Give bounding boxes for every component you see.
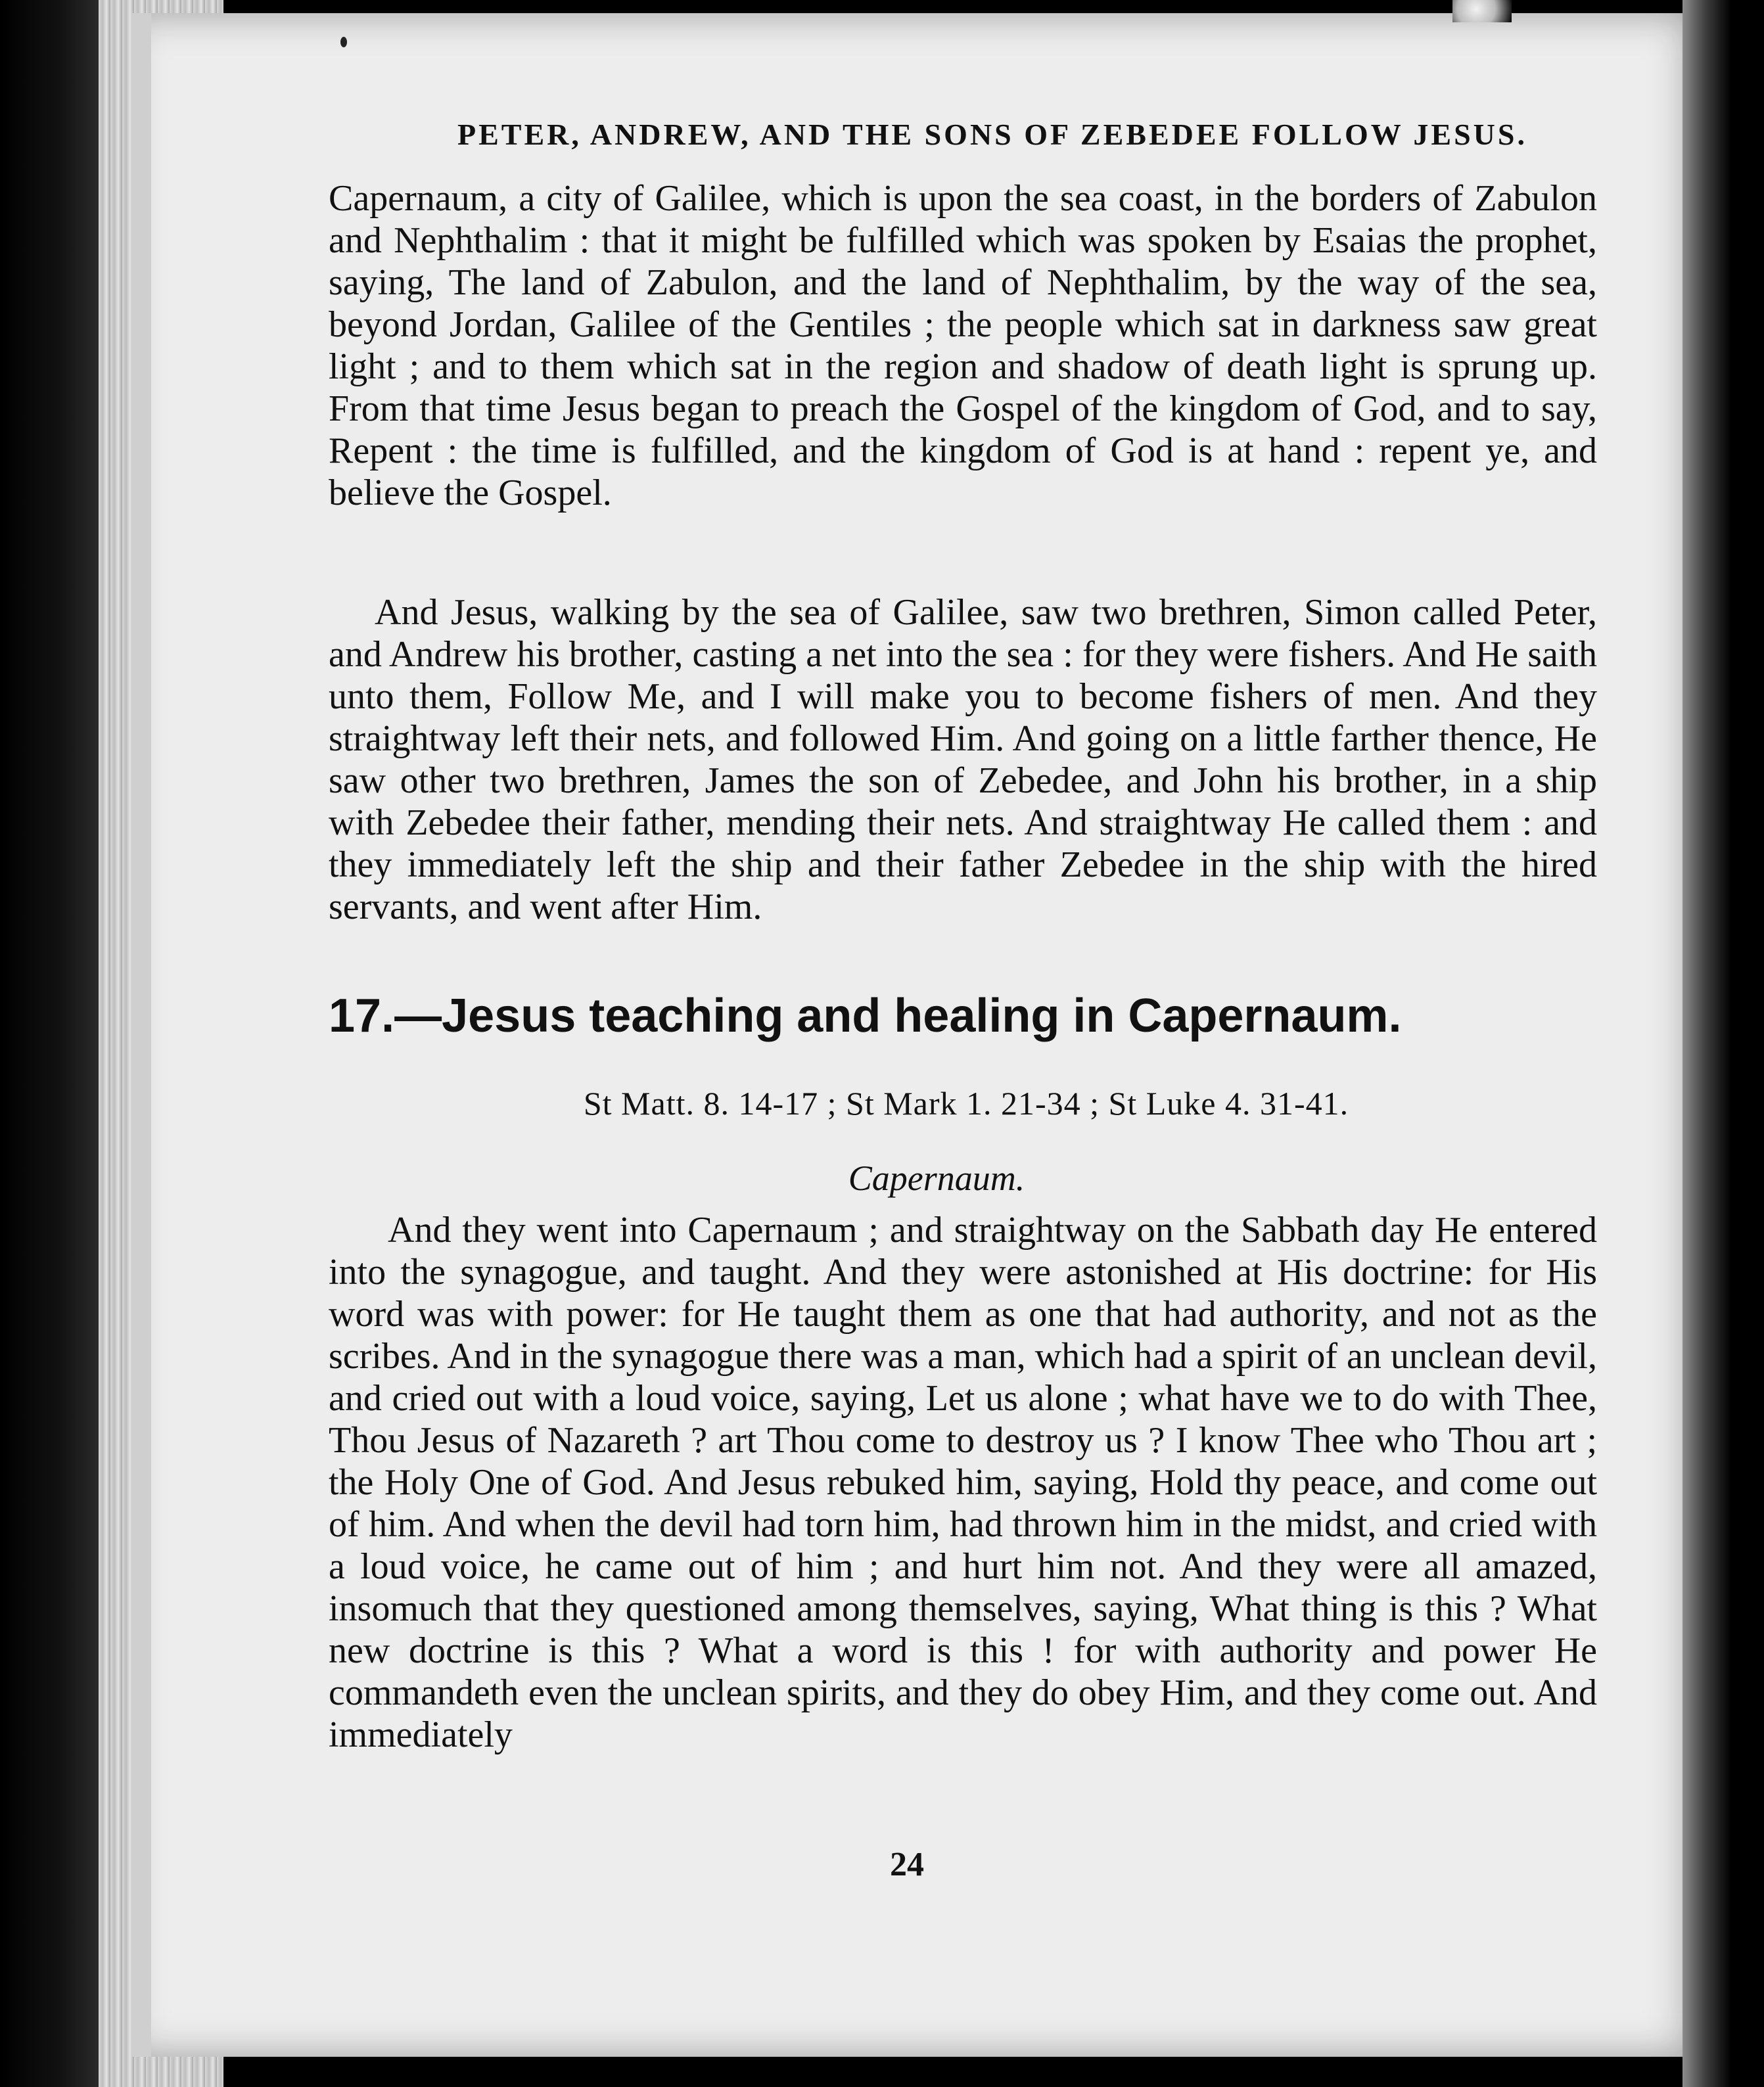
book-spine-shadow: [0, 0, 99, 2087]
running-head: PETER, ANDREW, AND THE SONS OF ZEBEDEE FOLLOW JESUS.: [457, 118, 1527, 151]
ink-speck: [340, 37, 347, 47]
section-heading: 17.—Jesus teaching and healing in Capernaum.: [329, 990, 1402, 1042]
paragraph-1: Capernaum, a city of Galilee, which is upon the sea coast, in the borders of Zabulon and Nephthalim : that it might be fulfilled which was spoken by Esaias the prophet, saying, The land of Zabulon, and the land of Nephthalim, by the way of the sea, beyond Jordan, Galilee of the Gentiles ; the people which sat in darkness saw great light ; and to them which sat in the region and shadow of death light is sprung up. From that time Jesus began to preach the Gospel of the kingdom of God, and to say, Repent : the time is fulfilled, and the kingdom of God is at hand : repent ye, and believe the Gospel.: [329, 178, 1597, 513]
place-subheading: Capernaum.: [848, 1158, 1025, 1198]
right-page-edge: [1683, 0, 1764, 2087]
page-number: 24: [890, 1846, 924, 1883]
scripture-references: St Matt. 8. 14-17 ; St Mark 1. 21-34 ; St Luke 4. 31-41.: [583, 1085, 1349, 1122]
paragraph-2: And Jesus, walking by the sea of Galilee, saw two brethren, Simon called Peter, and Andrew his brother, casting a net into the sea : for they were fishers. And He saith unto them, Follow Me, and I will make you to become fishers of men. And they straightway left their nets, and followed Him. And going on a little farther thence, He saw other two brethren, James the son of Zebedee, and John his brother, in a ship with Zebedee their father, mending their nets. And straightway He called them : and they immediately left the ship and their father Zebedee in the ship with the hired servants, and went after Him.: [329, 592, 1597, 927]
paragraph-3: And they went into Capernaum ; and straightway on the Sabbath day He entered into the synagogue, and taught. And they were astonished at His doctrine: for His word was with power: for He taught them as one that had authority, and not as the scribes. And in the synagogue there was a man, which had a spirit of an unclean devil, and cried out with a loud voice, saying, Let us alone ; what have we to do with Thee, Thou Jesus of Nazareth ? art Thou come to destroy us ? I know Thee who Thou art ; the Holy One of God. And Jesus rebuked him, saying, Hold thy peace, and come out of him. And when the devil had torn him, had thrown him in the midst, and cried with a loud voice, he came out of him ; and hurt him not. And they were all amazed, insomuch that they questioned among themselves, saying, What thing is this ? What new doctrine is this ? What a word is this ! for with authority and power He commandeth even the unclean spirits, and they do obey Him, and they come out. And immediately: [329, 1210, 1597, 1755]
page-damage-mark: [1452, 0, 1512, 22]
